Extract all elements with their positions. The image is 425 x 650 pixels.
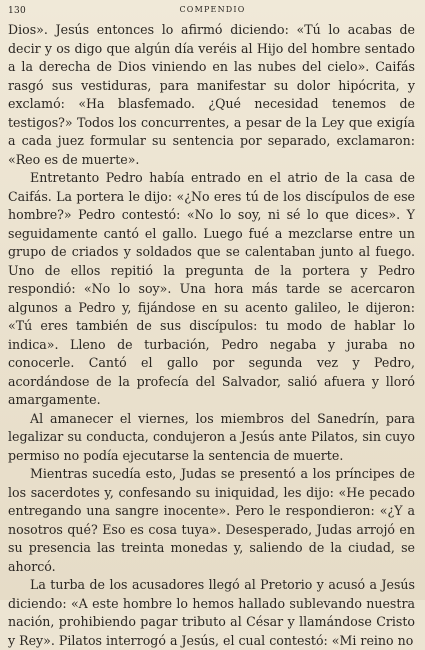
page-number: 130: [8, 6, 27, 16]
body-text: [8, 21, 415, 650]
paragraph: Entretanto Pedro había entrado en el atrio de la casa de Caifás. La portera le dijo: «¿No eres tú de los discípulos de ese hombre?» Pedro contestó: «No lo soy, ni sé lo que dices». Y seguidamente cantó el gallo. Luego fué a mezclarse entre un grupo de criados y soldados que se calentaban junto al fuego. Uno de ellos repitió la pregunta de la portera y Pedro respondió: «No lo soy». Una hora más tarde se acercaron algunos a Pedro y, fijándose en su acento galileo, le dijeron: «Tú eres también de sus discípulos: tu modo de hablar lo indica». Lleno de turbación, Pedro negaba y juraba no conocerle. Cantó el gallo por segunda vez y Pedro, acordándose de la profecía del Salvador, salió afuera y lloró amargamente.: [8, 170, 415, 407]
paragraph: Dios». Jesús entonces lo afirmó diciendo: «Tú lo acabas de decir y os digo que algún día veréis al Hijo del hombre sentado a la derecha de Dios viniendo en las nubes del cielo». Caifás rasgó sus vestiduras, para manifestar su dolor hipócrita, y exclamó: «Ha blasfemado. ¿Qué necesidad tenemos de testigos?» Todos los concurrentes, a pesar de la Ley que exigía a cada juez formular su sentencia por separado, exclamaron: «Reo es de muerte».: [8, 22, 415, 167]
running-head: COMPENDIO: [179, 5, 246, 14]
paragraph: La turba de los acusadores llegó al Pretorio y acusó a Jesús diciendo: «A este hombre lo hemos hallado sublevando nuestra nación, prohibiendo pagar tributo al César y llamándose Cristo y Rey». Pilatos interrogó a Jesús, el cual contestó: «Mi reino no: [8, 577, 415, 648]
paragraph: Al amanecer el viernes, los miembros del Sanedrín, para legalizar su conducta, condujeron a Jesús ante Pilatos, sin cuyo permiso no podía ejecutarse la sentencia de muerte.: [8, 410, 415, 463]
paragraph: Mientras sucedía esto, Judas se presentó a los príncipes de los sacerdotes y, confesando su iniquidad, les dijo: «He pecado entregando una sangre inocente». Pero le respondieron: «¿Y a nosotros qué? Eso es cosa tuya». Desesperado, Judas arrojó en su presencia las treinta monedas y, saliendo de la ciudad, se ahorcó.: [8, 466, 415, 574]
